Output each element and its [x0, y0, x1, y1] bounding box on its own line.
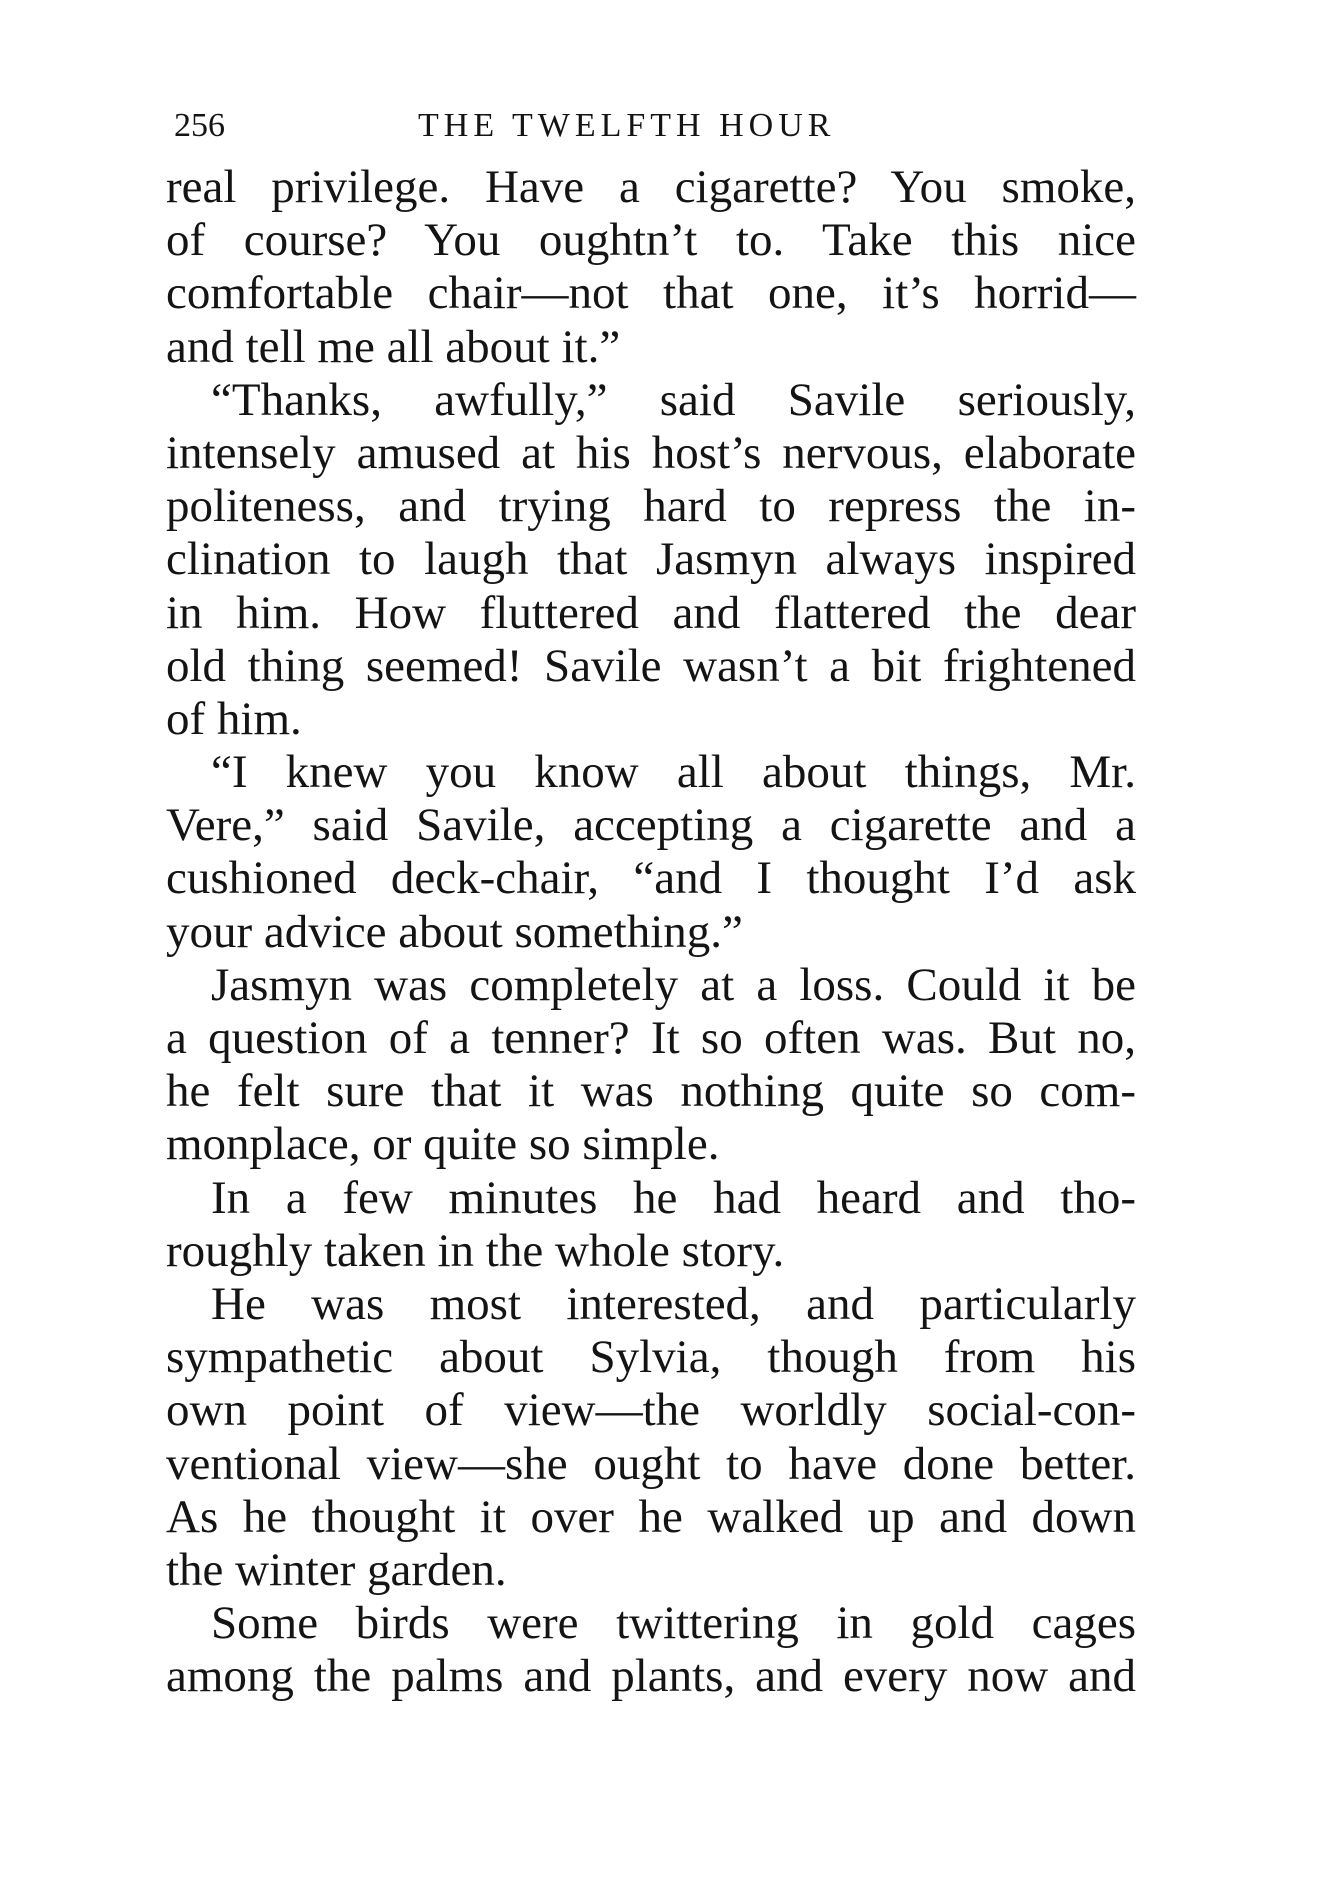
- text-line: Jasmyn was completely at a loss. Could it be: [211, 958, 1136, 1011]
- text-line: your advice about something.”: [166, 905, 743, 958]
- text-line: real privilege. Have a cigarette? You smoke,: [166, 161, 1136, 213]
- text-line: monplace, or quite so simple.: [166, 1118, 720, 1171]
- text-line: sympathetic about Sylvia, though from his: [166, 1331, 1136, 1384]
- text-line: As he thought it over he walked up and down: [166, 1490, 1136, 1543]
- text-line: roughly taken in the whole story.: [166, 1224, 785, 1277]
- text-line: Some birds were twittering in gold cages: [211, 1597, 1136, 1650]
- text-line: own point of view—the worldly social-con-: [166, 1384, 1136, 1437]
- text-line: He was most interested, and particularly: [211, 1277, 1136, 1330]
- running-head: [174, 102, 1134, 150]
- text-line: Vere,” said Savile, accepting a cigarette and a: [166, 799, 1136, 852]
- running-title: THE TWELFTH HOUR: [418, 107, 836, 144]
- text-line: ventional view—she ought to have done better.: [166, 1437, 1136, 1490]
- text-line: a question of a tenner? It so often was. But no,: [166, 1012, 1136, 1064]
- text-line: among the palms and plants, and every now and: [166, 1650, 1136, 1703]
- text-line: intensely amused at his host’s nervous, elaborate: [166, 426, 1136, 479]
- text-line: In a few minutes he had heard and tho-: [211, 1171, 1136, 1224]
- text-line: in him. How fluttered and flattered the dear: [166, 586, 1136, 639]
- text-line: comfortable chair—not that one, it’s horrid—: [166, 267, 1136, 320]
- text-line: and tell me all about it.”: [166, 320, 621, 373]
- text-line: of course? You oughtn’t to. Take this nice: [166, 214, 1136, 267]
- text-line: the winter garden.: [166, 1543, 507, 1596]
- text-line: politeness, and trying hard to repress the in-: [166, 480, 1136, 533]
- text-line: “I knew you know all about things, Mr.: [211, 746, 1136, 799]
- text-line: he felt sure that it was nothing quite so com-: [166, 1065, 1136, 1118]
- text-line: of him.: [166, 692, 302, 745]
- body-text: [166, 161, 1136, 1703]
- page-number: 256: [174, 107, 225, 144]
- text-line: cushioned deck-chair, “and I thought I’d ask: [166, 852, 1136, 905]
- text-line: clination to laugh that Jasmyn always inspired: [166, 533, 1136, 586]
- text-line: old thing seemed! Savile wasn’t a bit frightened: [166, 639, 1136, 692]
- text-line: “Thanks, awfully,” said Savile seriously,: [211, 373, 1136, 426]
